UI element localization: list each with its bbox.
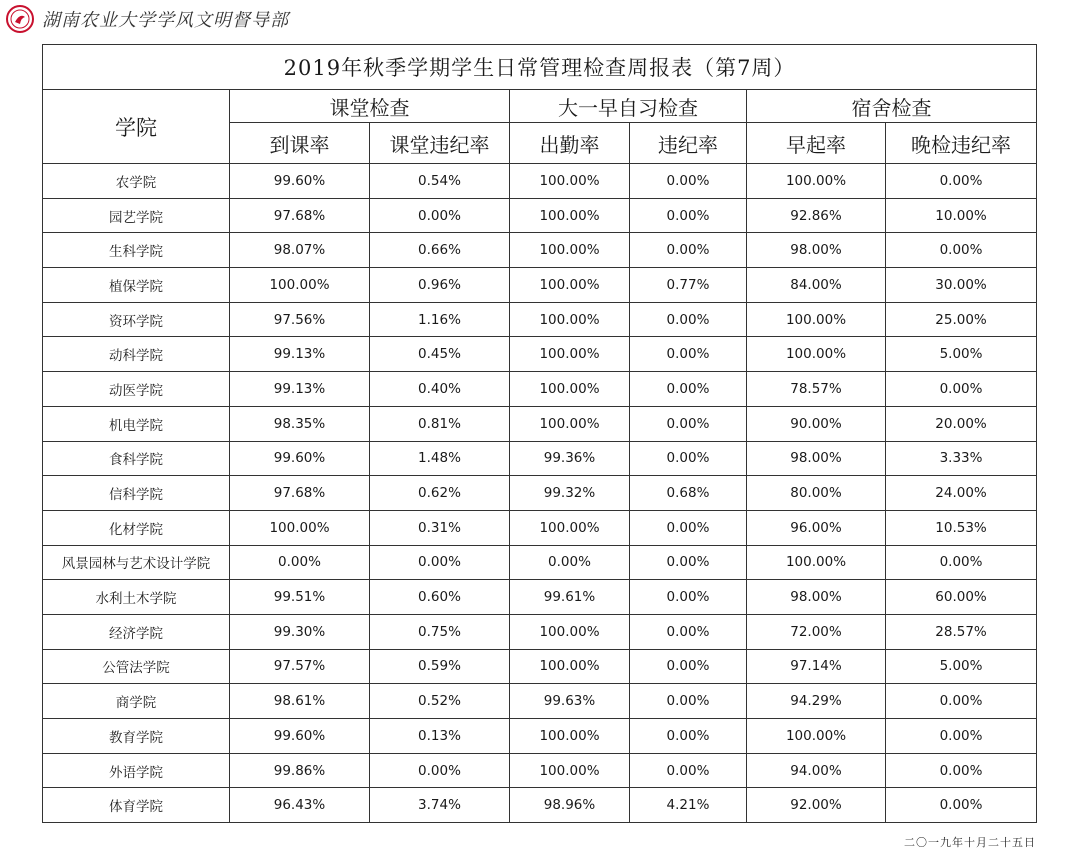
rate-cell: 0.77% (630, 268, 747, 303)
rate-cell: 0.00% (630, 753, 747, 788)
rate-cell: 100.00% (747, 337, 886, 372)
rate-cell: 100.00% (510, 302, 630, 337)
table-row (43, 545, 1037, 580)
rate-cell: 0.00% (886, 753, 1037, 788)
rate-cell: 1.16% (370, 302, 510, 337)
group-header-dormitory: 宿舍检查 (747, 90, 1037, 123)
rate-cell: 98.07% (230, 233, 370, 268)
rate-cell: 98.00% (747, 233, 886, 268)
college-name-cell: 教育学院 (43, 719, 230, 754)
rate-cell: 0.00% (886, 372, 1037, 407)
rate-cell: 10.00% (886, 198, 1037, 233)
rate-cell: 4.21% (630, 788, 747, 823)
table-row (43, 337, 1037, 372)
rate-cell: 92.86% (747, 198, 886, 233)
rate-cell: 96.43% (230, 788, 370, 823)
rate-cell: 97.68% (230, 198, 370, 233)
rate-cell: 100.00% (510, 649, 630, 684)
column-header-attendance-rate: 到课率 (230, 123, 370, 164)
college-name-cell: 生科学院 (43, 233, 230, 268)
table-row (43, 510, 1037, 545)
rate-cell: 10.53% (886, 510, 1037, 545)
rate-cell: 0.00% (886, 788, 1037, 823)
rate-cell: 0.68% (630, 476, 747, 511)
weekly-report-table (42, 44, 1037, 823)
org-name: 湖南农业大学学风文明督导部 (42, 10, 289, 31)
rate-cell: 98.00% (747, 441, 886, 476)
rate-cell: 5.00% (886, 649, 1037, 684)
college-name-cell: 农学院 (43, 164, 230, 199)
rate-cell: 96.00% (747, 510, 886, 545)
table-row (43, 649, 1037, 684)
table-row (43, 580, 1037, 615)
rate-cell: 0.31% (370, 510, 510, 545)
college-name-cell: 动医学院 (43, 372, 230, 407)
rate-cell: 100.00% (510, 198, 630, 233)
table-row (43, 302, 1037, 337)
rate-cell: 100.00% (510, 337, 630, 372)
rate-cell: 0.00% (630, 719, 747, 754)
rate-cell: 0.00% (630, 372, 747, 407)
rate-cell: 60.00% (886, 580, 1037, 615)
rate-cell: 100.00% (510, 753, 630, 788)
rate-cell: 0.62% (370, 476, 510, 511)
rate-cell: 0.13% (370, 719, 510, 754)
rate-cell: 99.63% (510, 684, 630, 719)
rate-cell: 0.00% (886, 684, 1037, 719)
rate-cell: 100.00% (510, 268, 630, 303)
rate-cell: 100.00% (510, 406, 630, 441)
rate-cell: 0.96% (370, 268, 510, 303)
rate-cell: 80.00% (747, 476, 886, 511)
group-header-morning-study: 大一早自习检查 (510, 90, 747, 123)
rate-cell: 0.60% (370, 580, 510, 615)
rate-cell: 97.57% (230, 649, 370, 684)
page-header (6, 4, 289, 34)
college-name-cell: 化材学院 (43, 510, 230, 545)
rate-cell: 0.00% (510, 545, 630, 580)
rate-cell: 5.00% (886, 337, 1037, 372)
report-body (43, 164, 1037, 823)
column-header-early-rise-rate: 早起率 (747, 123, 886, 164)
table-row (43, 441, 1037, 476)
rate-cell: 99.60% (230, 441, 370, 476)
rate-cell: 0.52% (370, 684, 510, 719)
rate-cell: 3.33% (886, 441, 1037, 476)
rate-cell: 99.13% (230, 372, 370, 407)
college-name-cell: 经济学院 (43, 614, 230, 649)
rate-cell: 0.54% (370, 164, 510, 199)
rate-cell: 99.36% (510, 441, 630, 476)
table-row (43, 788, 1037, 823)
rate-cell: 0.00% (630, 302, 747, 337)
rate-cell: 90.00% (747, 406, 886, 441)
rate-cell: 0.00% (630, 198, 747, 233)
rate-cell: 0.00% (630, 337, 747, 372)
table-row (43, 684, 1037, 719)
rate-cell: 97.68% (230, 476, 370, 511)
rate-cell: 24.00% (886, 476, 1037, 511)
rate-cell: 98.00% (747, 580, 886, 615)
column-header-presence-rate: 出勤率 (510, 123, 630, 164)
rate-cell: 99.13% (230, 337, 370, 372)
rate-cell: 0.00% (630, 684, 747, 719)
rate-cell: 100.00% (510, 510, 630, 545)
rate-cell: 100.00% (747, 545, 886, 580)
rate-cell: 0.00% (630, 406, 747, 441)
rate-cell: 99.30% (230, 614, 370, 649)
rate-cell: 3.74% (370, 788, 510, 823)
college-name-cell: 园艺学院 (43, 198, 230, 233)
rate-cell: 100.00% (510, 719, 630, 754)
college-name-cell: 水利土木学院 (43, 580, 230, 615)
rate-cell: 28.57% (886, 614, 1037, 649)
college-name-cell: 食科学院 (43, 441, 230, 476)
rate-cell: 100.00% (510, 164, 630, 199)
college-name-cell: 机电学院 (43, 406, 230, 441)
table-row (43, 753, 1037, 788)
column-header-violation-rate: 违纪率 (630, 123, 747, 164)
table-row (43, 164, 1037, 199)
rate-cell: 20.00% (886, 406, 1037, 441)
rate-cell: 98.61% (230, 684, 370, 719)
rate-cell: 97.14% (747, 649, 886, 684)
rate-cell: 97.56% (230, 302, 370, 337)
rate-cell: 100.00% (230, 268, 370, 303)
rate-cell: 94.00% (747, 753, 886, 788)
college-name-cell: 风景园林与艺术设计学院 (43, 545, 230, 580)
rate-cell: 0.00% (630, 649, 747, 684)
report-title: 2019年秋季学期学生日常管理检查周报表（第7周） (43, 45, 1037, 90)
rate-cell: 100.00% (510, 372, 630, 407)
rate-cell: 0.00% (630, 233, 747, 268)
rate-cell: 0.00% (230, 545, 370, 580)
rate-cell: 0.00% (630, 510, 747, 545)
college-name-cell: 公管法学院 (43, 649, 230, 684)
rate-cell: 100.00% (747, 164, 886, 199)
rate-cell: 100.00% (510, 614, 630, 649)
rate-cell: 30.00% (886, 268, 1037, 303)
rate-cell: 0.81% (370, 406, 510, 441)
table-row (43, 233, 1037, 268)
group-header-classroom: 课堂检查 (230, 90, 510, 123)
college-column-header: 学院 (43, 90, 230, 164)
rate-cell: 99.32% (510, 476, 630, 511)
rate-cell: 100.00% (747, 719, 886, 754)
rate-cell: 84.00% (747, 268, 886, 303)
rate-cell: 99.61% (510, 580, 630, 615)
college-name-cell: 植保学院 (43, 268, 230, 303)
rate-cell: 92.00% (747, 788, 886, 823)
college-name-cell: 外语学院 (43, 753, 230, 788)
rate-cell: 0.45% (370, 337, 510, 372)
rate-cell: 78.57% (747, 372, 886, 407)
report-date: 二〇一九年十月二十五日 (904, 836, 1036, 849)
rate-cell: 0.00% (886, 164, 1037, 199)
table-row (43, 614, 1037, 649)
college-name-cell: 资环学院 (43, 302, 230, 337)
rate-cell: 0.66% (370, 233, 510, 268)
rate-cell: 100.00% (510, 233, 630, 268)
rate-cell: 99.86% (230, 753, 370, 788)
rate-cell: 0.00% (630, 441, 747, 476)
rate-cell: 1.48% (370, 441, 510, 476)
college-name-cell: 商学院 (43, 684, 230, 719)
column-header-class-violation-rate: 课堂违纪率 (370, 123, 510, 164)
college-name-cell: 信科学院 (43, 476, 230, 511)
rate-cell: 25.00% (886, 302, 1037, 337)
table-row (43, 372, 1037, 407)
rate-cell: 0.00% (370, 198, 510, 233)
rate-cell: 100.00% (230, 510, 370, 545)
rate-cell: 0.00% (630, 164, 747, 199)
rate-cell: 98.35% (230, 406, 370, 441)
rate-cell: 98.96% (510, 788, 630, 823)
rate-cell: 72.00% (747, 614, 886, 649)
table-row (43, 268, 1037, 303)
rate-cell: 0.00% (370, 753, 510, 788)
rate-cell: 0.59% (370, 649, 510, 684)
rate-cell: 0.00% (886, 233, 1037, 268)
rate-cell: 0.00% (630, 614, 747, 649)
rate-cell: 100.00% (747, 302, 886, 337)
rate-cell: 0.00% (630, 545, 747, 580)
rate-cell: 0.75% (370, 614, 510, 649)
rate-cell: 94.29% (747, 684, 886, 719)
table-row (43, 476, 1037, 511)
college-name-cell: 体育学院 (43, 788, 230, 823)
university-logo-icon (6, 5, 34, 33)
rate-cell: 0.00% (886, 719, 1037, 754)
rate-cell: 99.60% (230, 719, 370, 754)
rate-cell: 99.60% (230, 164, 370, 199)
table-row (43, 406, 1037, 441)
table-row (43, 719, 1037, 754)
table-row (43, 198, 1037, 233)
rate-cell: 99.51% (230, 580, 370, 615)
college-name-cell: 动科学院 (43, 337, 230, 372)
rate-cell: 0.00% (370, 545, 510, 580)
rate-cell: 0.00% (630, 580, 747, 615)
column-header-night-check-violation-rate: 晚检违纪率 (886, 123, 1037, 164)
rate-cell: 0.40% (370, 372, 510, 407)
rate-cell: 0.00% (886, 545, 1037, 580)
